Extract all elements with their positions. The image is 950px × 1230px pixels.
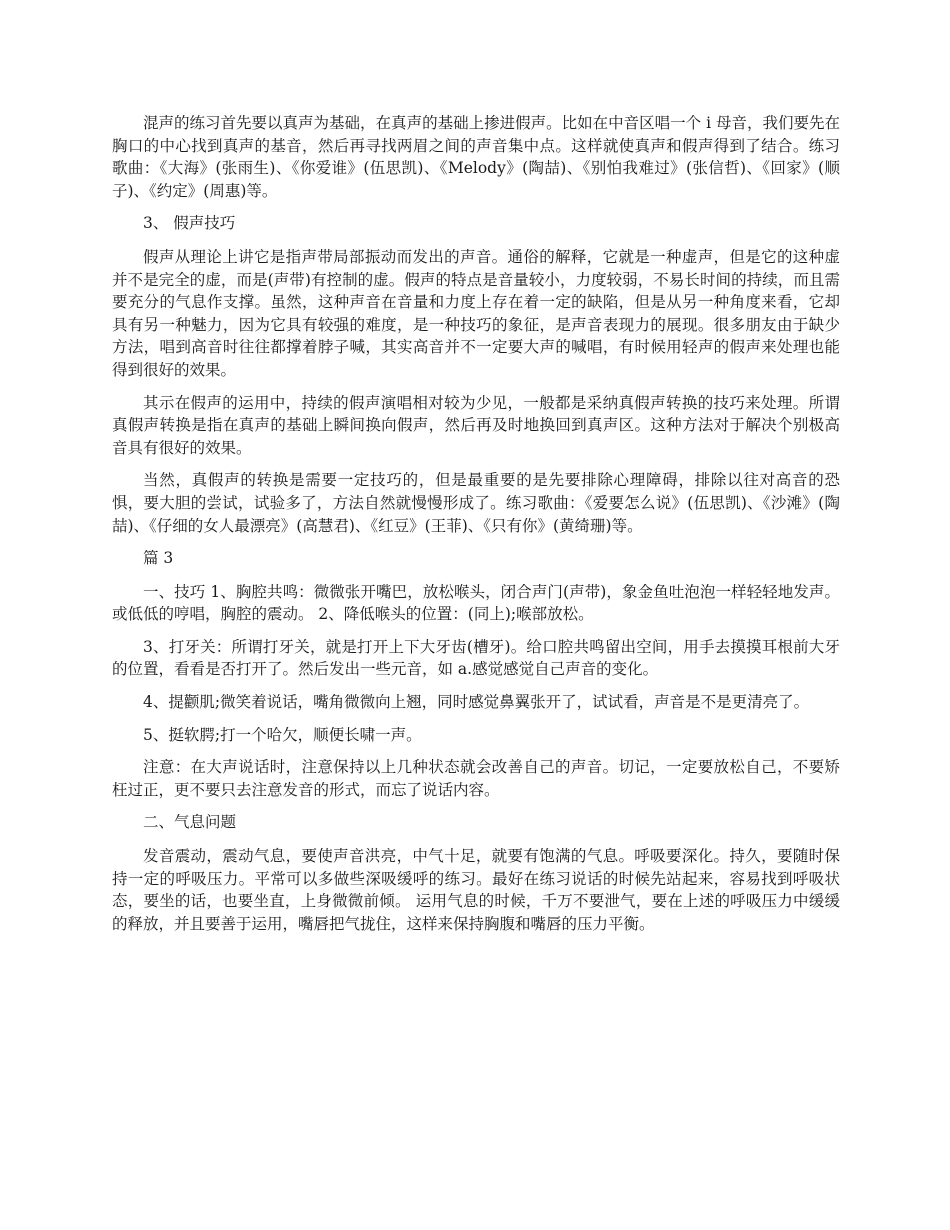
paragraph-note: 注意：在大声说话时，注意保持以上几种状态就会改善自己的声音。切记，一定要放松自己，不要矫枉过正，更不要只去注意发音的形式，而忘了说话内容。 bbox=[112, 758, 840, 799]
paragraph-falsetto-usage: 其示在假声的运用中，持续的假声演唱相对较为少见，一般都是采纳真假声转换的技巧来处理。所谓真假声转换是指在真声的基础上瞬间换向假声，然后再及时地换回到真声区。这种方法对于解决个别极高音具有很好的效果。 bbox=[112, 393, 840, 457]
paragraph-voice-transition: 当然，真假声的转换是需要一定技巧的，但是最重要的是先要排除心理障碍，排除以往对高音的恐惧，要大胆的尝试，试验多了，方法自然就慢慢形成了。练习歌曲：《爱要怎么说》(伍思凯)、《沙滩》(陶喆)、《仔细的女人最漂亮》(高慧君)、《红豆》(王菲)、《只有你》(黄绮珊)等。 bbox=[112, 471, 840, 535]
paragraph-chest-resonance: 一、技巧 1、胸腔共鸣：微微张开嘴巴，放松喉头，闭合声门(声带)，象金鱼吐泡泡一样轻轻地发声。或低低的哼唱，胸腔的震动。 2、降低喉头的位置：(同上);喉部放松。 bbox=[112, 582, 840, 624]
paragraph-soft-palate: 5、挺软腭;打一个哈欠，顺便长啸一声。 bbox=[143, 725, 422, 744]
paragraph-breath-control: 发音震动，震动气息，要使声音洪亮，中气十足，就要有饱满的气息。呼吸要深化。持久，要随时保持一定的呼吸压力。平常可以多做些深吸缓呼的练习。最好在练习说话的时候先站起来，容易找到呼吸状态，要坐的话，也要坐直，上身微微前倾。 运用气息的时候，千万不要泄气，要在上述的呼吸压力中缓缓的释放，并且要善于运用，嘴唇把气拢住，这样来保持胸腹和嘴唇的压力平衡。 bbox=[112, 847, 840, 933]
heading-part-3: 篇 3 bbox=[143, 549, 174, 568]
paragraph-falsetto-theory: 假声从理论上讲它是指声带局部振动而发出的声音。通俗的解释，它就是一种虚声，但是它的这种虚并不是完全的虚，而是(声带)有控制的虚。假声的特点是音量较小，力度较弱，不易长时间的持续，而且需要充分的气息作支撑。虽然，这种声音在音量和力度上存在着一定的缺陷，但是从另一种角度来看，它却具有另一种魅力，因为它具有较强的难度，是一种技巧的象征，是声音表现力的展现。很多朋友由于缺少方法，唱到高音时往往都撑着脖子喊，其实高音并不一定要大声的喊唱，有时候用轻声的假声来处理也能得到很好的效果。 bbox=[112, 247, 840, 379]
document-body bbox=[112, 112, 840, 945]
heading-breath-issues: 二、气息问题 bbox=[143, 813, 237, 832]
paragraph-cheek-muscles: 4、提颧肌;微笑着说话，嘴角微微向上翘，同时感觉鼻翼张开了，试试看，声音是不是更清亮了。 bbox=[143, 693, 810, 712]
paragraph-open-jaw: 3、打牙关：所谓打牙关，就是打开上下大牙齿(槽牙)。给口腔共鸣留出空间，用手去摸摸耳根前大牙的位置，看看是否打开了。然后发出一些元音，如 a.感觉感觉自己声音的变化。 bbox=[112, 637, 840, 679]
heading-falsetto-technique: 3、 假声技巧 bbox=[143, 214, 236, 233]
paragraph-mixed-voice: 混声的练习首先要以真声为基础，在真声的基础上掺进假声。比如在中音区唱一个 i 母音，我们要先在胸口的中心找到真声的基音，然后再寻找两眉之间的声音集中点。这样就使真声和假声得到了结合。练习歌曲：《大海》(张雨生)、《你爱谁》(伍思凯)、《Melody》(陶喆)、《别怕我难过》(张信哲)、《回家》(顺子)、《约定》(周惠)等。 bbox=[112, 114, 840, 200]
